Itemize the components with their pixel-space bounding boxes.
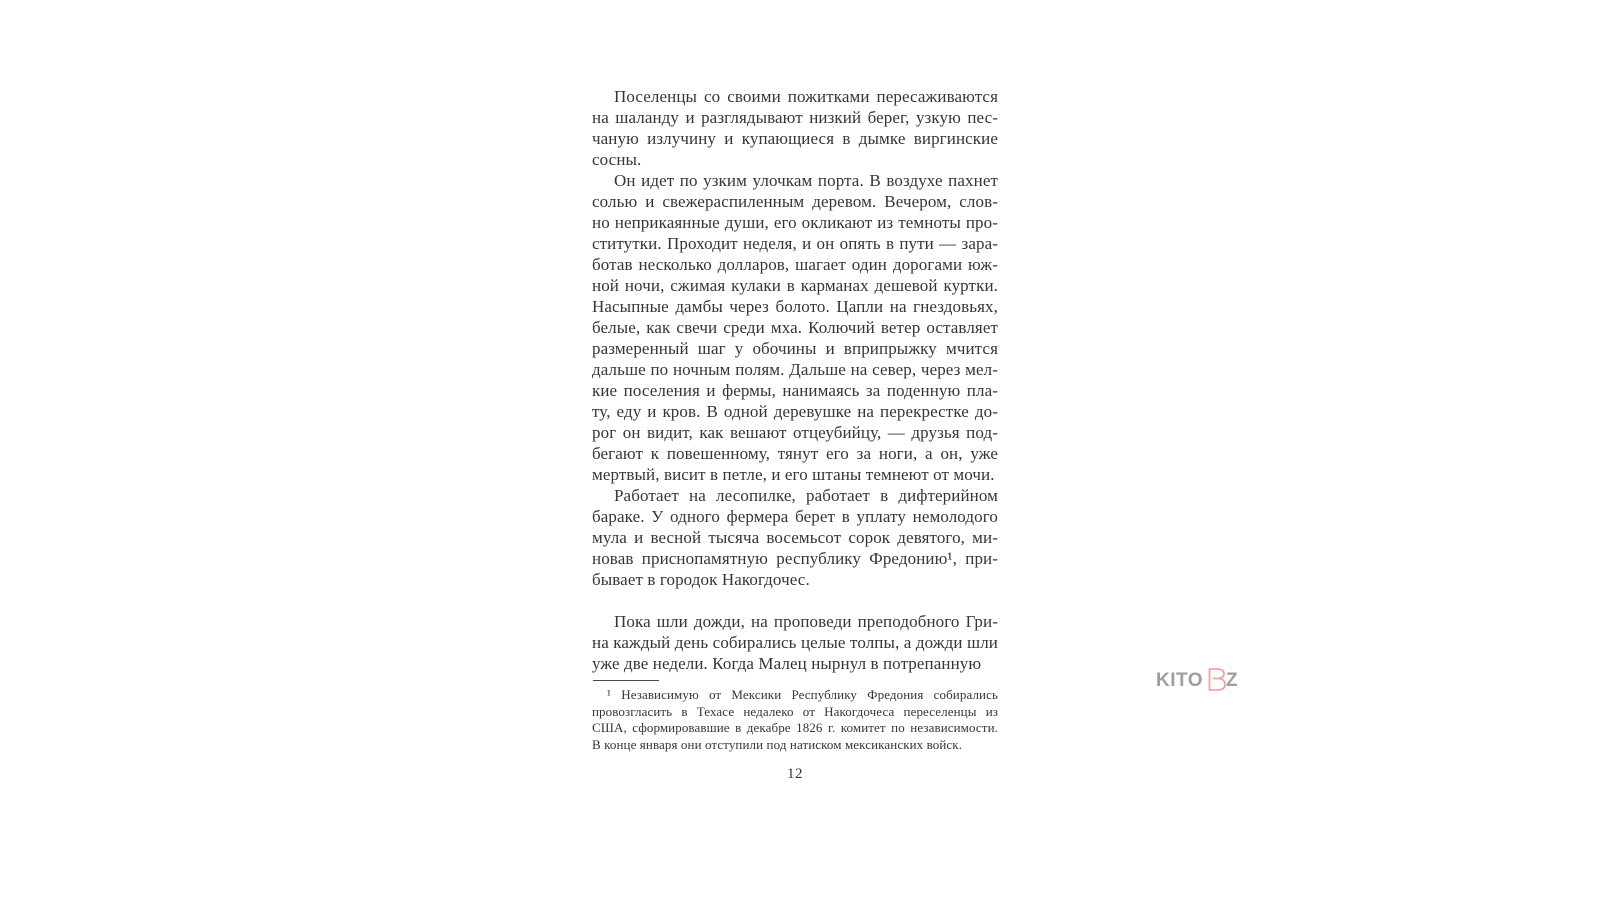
text-line: Пока шли дожди, на проповеди преподобного Гри- <box>614 612 998 631</box>
text-line: белые, как свечи среди мха. Колючий ветер оставляет <box>592 318 998 337</box>
text-line: дальше по ночным полям. Дальше на север, через мел- <box>592 360 998 379</box>
watermark-text-z: Z <box>1226 669 1239 691</box>
text-line: Работает на лесопилке, работает в дифтерийном <box>614 486 998 505</box>
text-line: ¹ Независимую от Мексики Республику Фредония собирались <box>607 687 998 702</box>
footnote-separator <box>593 680 659 681</box>
kitobz-watermark <box>1156 668 1238 693</box>
text-line: на каждый день собирались целые толпы, а дожди шли <box>592 633 998 652</box>
text-line: провозгласить в Техасе недалеко от Накогдочеса переселенцы из <box>592 703 998 719</box>
text-line: ной ночи, сжимая кулаки в карманах дешевой куртки. <box>592 276 998 295</box>
text-line: новав приснопамятную республику Фредонию¹, при- <box>592 549 998 568</box>
text-line: чаную излучину и купающиеся в дымке виргинские <box>592 129 998 148</box>
page-number: 12 <box>787 766 803 782</box>
watermark-text-kito: KITO <box>1156 669 1204 691</box>
book-page <box>592 86 998 783</box>
text-line: Поселенцы со своими пожитками пересаживаются <box>614 87 998 106</box>
page-text <box>592 86 998 674</box>
open-book-icon <box>1204 665 1228 693</box>
paragraph <box>592 611 998 674</box>
text-line: кие поселения и фермы, нанимаясь за поденную пла- <box>592 381 998 400</box>
text-line: солью и свежераспиленным деревом. Вечером, слов- <box>592 192 998 211</box>
paragraph <box>592 86 998 170</box>
text-line: США, сформировавшие в декабре 1826 г. комитет по независимости. <box>592 720 998 735</box>
text-line: В конце января они отступили под натиском мексиканских войск. <box>592 736 963 752</box>
text-line: ститутки. Проходит неделя, и он опять в пути — зара- <box>592 234 998 253</box>
text-line: бараке. У одного фермера берет в уплату немолодого <box>592 507 998 526</box>
text-line: но неприкаянные души, его окликают из темноты про- <box>592 213 998 232</box>
text-line: ту, еду и кров. В одной деревушке на перекрестке до- <box>592 402 998 421</box>
paragraph <box>592 485 998 590</box>
text-line: рог он видит, как вешают отцеубийцу, — друзья под- <box>592 423 998 442</box>
text-line: ботав несколько долларов, шагает один дорогами юж- <box>592 255 998 274</box>
text-line: уже две недели. Когда Малец нырнул в потрепанную <box>592 654 982 673</box>
text-line: мертвый, висит в петле, и его штаны темнеют от мочи. <box>592 465 995 484</box>
text-line: Он идет по узким улочкам порта. В воздухе пахнет <box>614 171 998 190</box>
text-line: бегают к повешенному, тянут его за ноги, а он, уже <box>592 444 998 463</box>
text-line: Насыпные дамбы через болото. Цапли на гнездовьях, <box>592 297 998 316</box>
footnote <box>592 687 998 753</box>
paragraph <box>592 170 998 485</box>
text-line: сосны. <box>592 150 642 169</box>
text-line: размеренный шаг у обочины и вприпрыжку мчится <box>592 339 998 358</box>
text-line: бывает в городок Накогдочес. <box>592 570 810 589</box>
text-line: на шаланду и разглядывают низкий берег, узкую пес- <box>592 108 998 127</box>
text-line: мула и весной тысяча восемьсот сорок девятого, ми- <box>592 528 998 547</box>
